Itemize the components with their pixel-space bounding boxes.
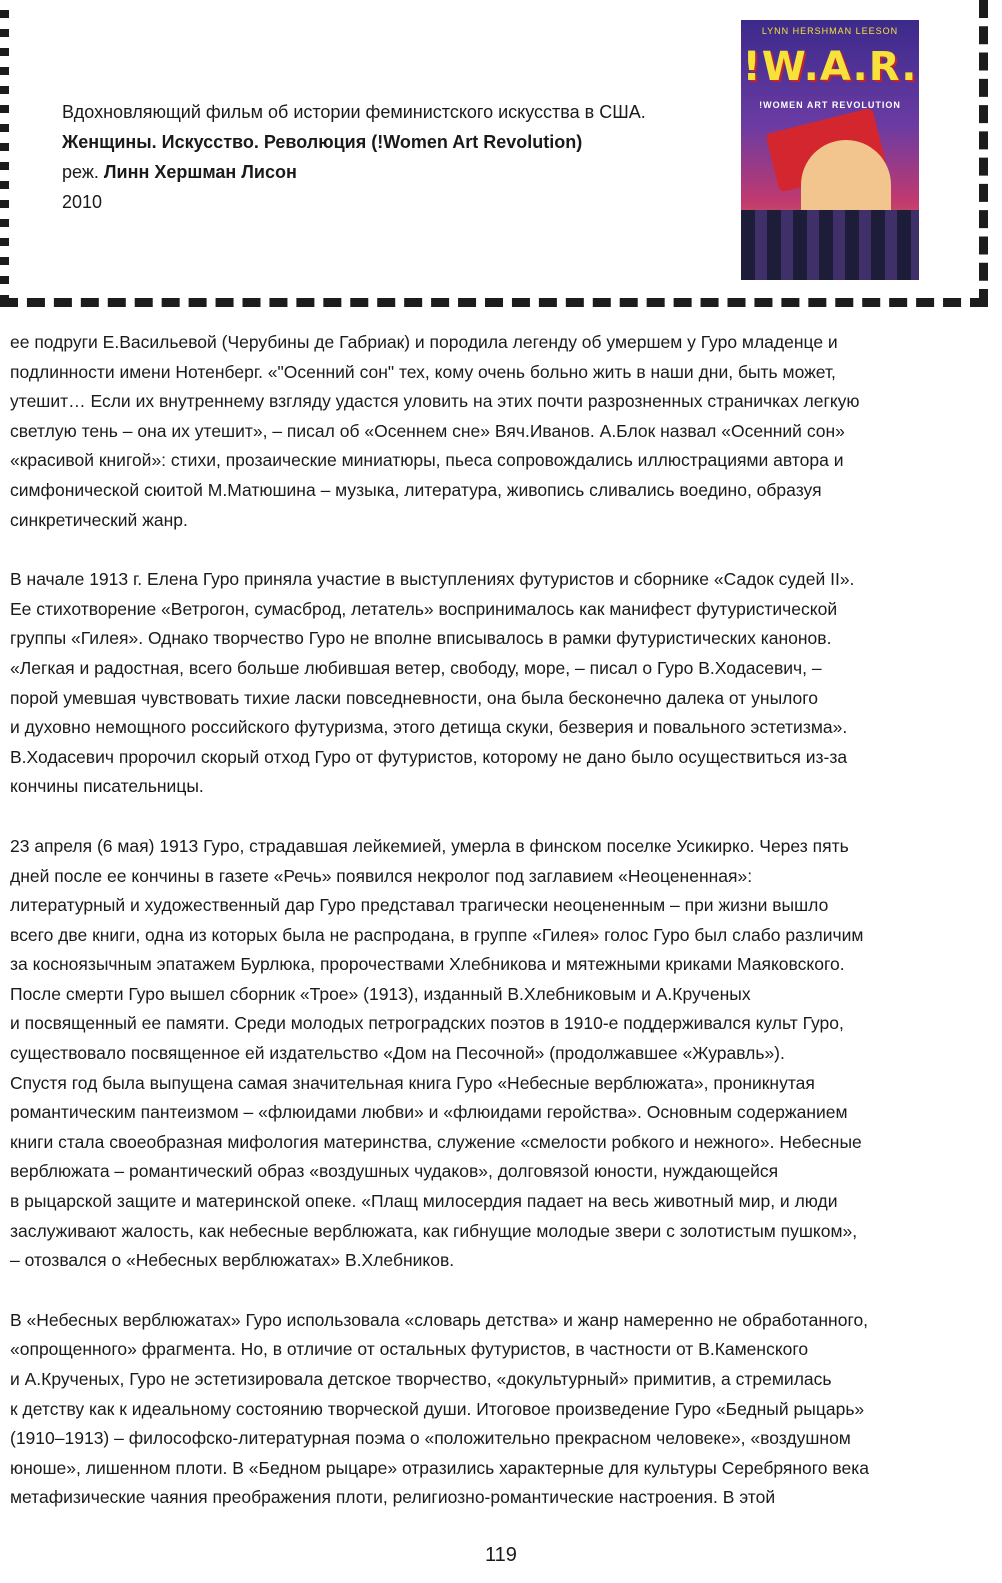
text-line: светлую тень – она их утешит», – писал об «Осеннем сне» Вяч.Иванов. А.Блок назвал «Осенний сон» <box>10 420 845 441</box>
text-line: В «Небесных верблюжатах» Гуро использовала «словарь детства» и жанр намеренно не обработанного, <box>10 1309 869 1330</box>
text-line: Спустя год была выпущена самая значительная книга Гуро «Небесные верблюжата», проникнутая <box>10 1072 815 1093</box>
text-line: ее подруги Е.Васильевой (Черубины де Габриак) и породила легенду об умершем у Гуро младенце и <box>10 332 838 352</box>
film-director-line <box>62 157 722 187</box>
text-line: утешит… Если их внутреннему взгляду удастся уловить на этих почти разрозненных страничках легкую <box>10 391 860 412</box>
film-title: Женщины. Искусство. Революция (!Women Art Revolution) <box>62 132 583 152</box>
text-line: и духовно немощного российского футуризма, этого детища скуки, безверия и повального эстетизма». <box>10 717 848 738</box>
paragraph <box>10 1306 995 1513</box>
text-line: «Легкая и радостная, всего больше любившая ветер, свободу, море, – писал о Гуро В.Ходасевич, – <box>10 657 822 678</box>
text-line: «опрощенного» фрагмента. Но, в отличие от остальных футуристов, в частности от В.Каменского <box>10 1339 809 1360</box>
text-line: группы «Гилея». Однако творчество Гуро не вполне вписывалось в рамки футуристических канонов. <box>10 628 832 649</box>
film-poster <box>741 20 919 280</box>
article-body <box>10 328 995 1513</box>
poster-director-text: LYNN HERSHMAN LEESON <box>761 26 899 36</box>
text-line: порой умевшая чувствовать тихие ласки повседневности, она была бесконечно далека от унылого <box>10 687 819 708</box>
text-line: – отозвался о «Небесных верблюжатах» В.Хлебников. <box>10 1250 455 1271</box>
poster-subtitle: !WOMEN ART REVOLUTION <box>759 100 901 110</box>
film-year: 2010 <box>62 192 103 212</box>
text-line: метафизические чаяния преображения плоти, религиозно-романтические настроения. В этой <box>10 1487 776 1508</box>
text-line: юноше», лишенном плоти. В «Бедном рыцаре» отразились характерные для культуры Серебряного века <box>10 1457 869 1478</box>
paragraph <box>10 328 995 535</box>
text-line: кончины писательницы. <box>10 776 204 797</box>
film-director: Линн Хершман Лисон <box>103 162 297 182</box>
text-line: заслуживают жалость, как небесные верблюжата, как гибнущие молодые звери с золотистым пушком», <box>10 1220 858 1241</box>
box-left-border <box>0 10 9 300</box>
text-line: В начале 1913 г. Елена Гуро приняла участие в выступлениях футуристов и сборнике «Садок судей II». <box>10 569 855 590</box>
text-line: дней после ее кончины в газете «Речь» появился некролог под заглавием «Неоцененная»: <box>10 865 753 886</box>
text-line: симфонической сюитой М.Матюшина – музыка, литература, живопись сливались воедино, образуя <box>10 479 822 500</box>
poster-crowd <box>741 210 919 280</box>
text-line: в рыцарской защите и материнской опеке. «Плащ милосердия падает на весь животный мир, и люди <box>10 1191 838 1212</box>
paragraph <box>10 565 995 802</box>
text-line: (1910–1913) – философско-литературная поэма о «положительно прекрасном человеке», «воздушном <box>10 1428 851 1449</box>
text-line: существовало посвященное ей издательство «Дом на Песочной» (продолжавшее «Журавль»). <box>10 1043 785 1064</box>
text-line: за косноязычным эпатажем Бурлюка, пророчествами Хлебникова и мятежными криками Маяковского. <box>10 954 845 975</box>
film-info <box>62 97 722 217</box>
text-line: После смерти Гуро вышел сборник «Трое» (1913), изданный В.Хлебниковым и А.Крученых <box>10 983 751 1004</box>
text-line: к детству как к идеальному состоянию творческой души. Итоговое произведение Гуро «Бедный рыцарь» <box>10 1398 865 1419</box>
text-line: и посвященный ее памяти. Среди молодых петроградских поэтов в 1910-е поддерживался культ Гуро, <box>10 1013 844 1034</box>
page-number: 119 <box>485 1544 517 1566</box>
text-line: В.Ходасевич пророчил скорый отход Гуро от футуристов, которому не дано было осуществиться из-за <box>10 746 848 767</box>
text-line: подлинности имени Нотенберг. «"Осенний сон" тех, кому очень больно жить в наши дни, быть может, <box>10 361 836 382</box>
text-line: 23 апреля (6 мая) 1913 Гуро, страдавшая лейкемией, умерла в финском поселке Усикирко. Через пять <box>10 835 849 856</box>
text-line: всего две книги, одна из которых была не распродана, в группе «Гилея» голос Гуро был слабо различим <box>10 924 864 945</box>
director-prefix: реж. <box>62 162 104 182</box>
text-line: и А.Крученых, Гуро не эстетизировала детское творчество, «докультурный» примитив, а стремилась <box>10 1369 832 1389</box>
text-line: книги стала своеобразная мифология материнства, служение «смелости робкого и нежного». Небесные <box>10 1131 862 1152</box>
poster-title: !W.A.R. <box>742 44 918 90</box>
text-line: романтическим пантеизмом – «флюидами любви» и «флюидами геройства». Основным содержанием <box>10 1102 848 1123</box>
text-line: синкретический жанр. <box>10 509 188 530</box>
film-description: Вдохновляющий фильм об истории феминистского искусства в США. <box>62 102 646 122</box>
text-line: литературный и художественный дар Гуро представал трагически неоцененным – при жизни вышло <box>10 895 829 916</box>
text-line: «красивой книгой»: стихи, прозаические миниатюры, пьеса сопровождались иллюстрациями автора и <box>10 450 844 471</box>
text-line: верблюжата – романтический образ «воздушных чудаков», долговязой юности, нуждающейся <box>10 1161 779 1182</box>
text-line: Ее стихотворение «Ветрогон, сумасброд, летатель» воспринималось как манифест футуристической <box>10 598 838 619</box>
paragraph <box>10 832 995 1276</box>
